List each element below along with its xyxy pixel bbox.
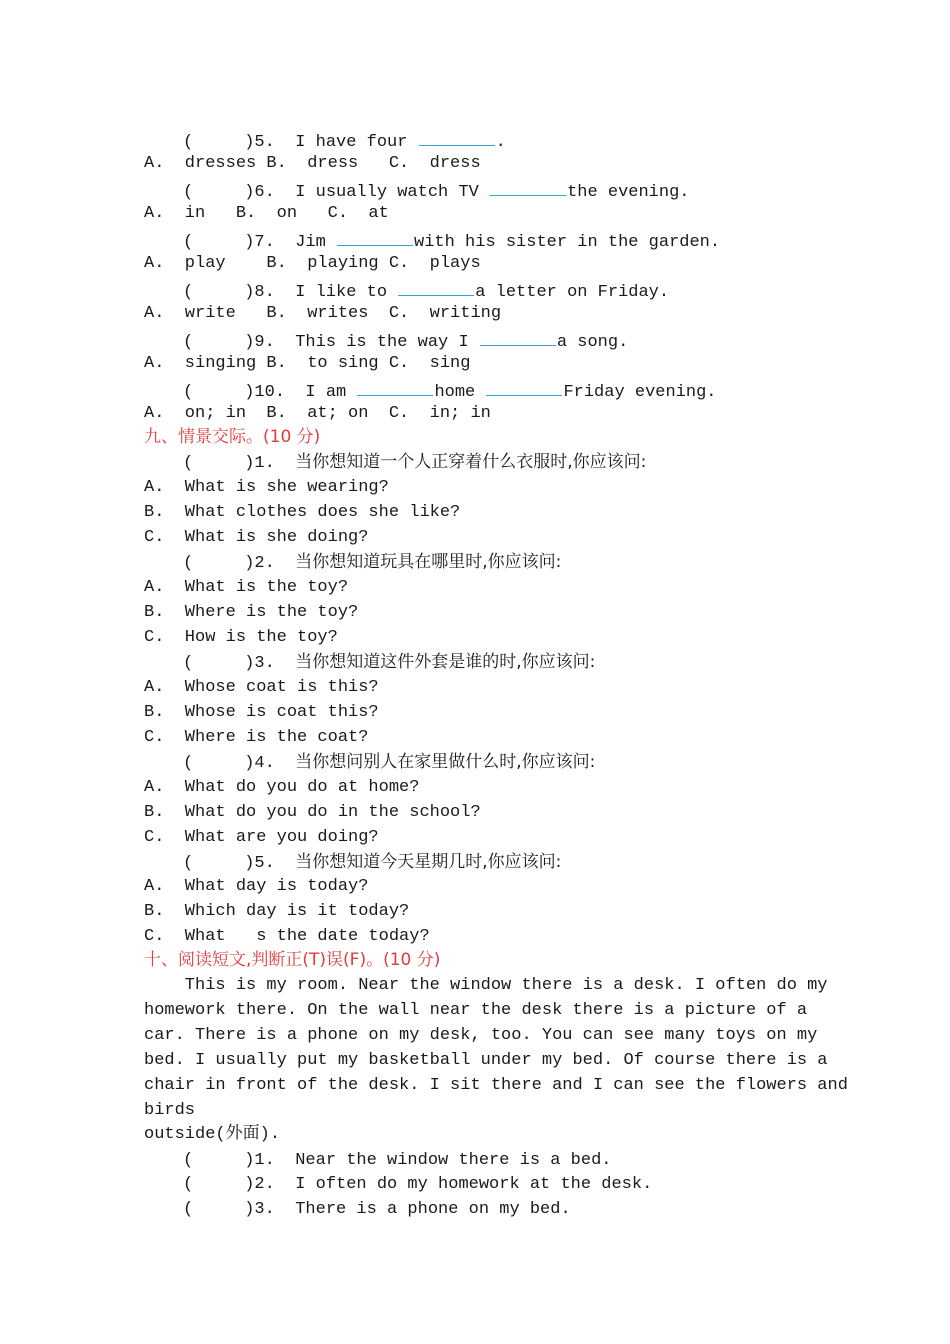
s9-q5-option-a: A. What day is today? — [144, 877, 369, 896]
passage-line: outside(外面). — [144, 1125, 281, 1144]
question-text: home — [434, 383, 486, 402]
s9-q5-option-b: B. Which day is it today? — [144, 902, 410, 921]
question-10 — [183, 379, 716, 403]
passage-line: car. There is a phone on my desk, too. You can see many toys on my — [144, 1026, 818, 1045]
section-9-title: 九、情景交际。(10 分) — [144, 427, 321, 447]
s9-question-2 — [183, 552, 561, 574]
s9-question-3 — [183, 652, 595, 674]
question-prompt: 当你想知道玩具在哪里时,你应该问: — [295, 552, 562, 572]
question-text: a letter on Friday. — [475, 283, 670, 302]
answer-blank[interactable] — [480, 329, 556, 346]
options-8: A. write B. writes C. writing — [144, 304, 502, 323]
question-text: a song. — [556, 333, 629, 352]
s9-q1-option-b: B. What clothes does she like? — [144, 503, 461, 522]
passage-line: This is my room. Near the window there is a desk. I often do my — [144, 976, 828, 995]
s9-q3-option-a: A. Whose coat is this? — [144, 678, 379, 697]
options-9: A. singing B. to sing C. sing — [144, 354, 471, 373]
question-text: ( )5. I have four — [183, 133, 418, 152]
passage-line: homework there. On the wall near the desk there is a picture of a — [144, 1001, 808, 1020]
s9-question-5 — [183, 852, 561, 874]
question-prompt: 当你想问别人在家里做什么时,你应该问: — [295, 752, 596, 772]
question-text: the evening. — [567, 183, 690, 202]
options-5: A. dresses B. dress C. dress — [144, 154, 481, 173]
question-9 — [183, 329, 628, 353]
s9-q3-option-c: C. Where is the coat? — [144, 728, 369, 747]
answer-blank[interactable] — [490, 179, 566, 196]
question-text: ( )9. This is the way I — [183, 333, 479, 352]
s9-q1-option-c: C. What is she doing? — [144, 528, 369, 547]
question-number: ( )1. — [183, 454, 296, 473]
s9-q1-option-a: A. What is she wearing? — [144, 478, 389, 497]
tf-statement-2: ( )2. I often do my homework at the desk. — [183, 1175, 653, 1194]
s9-q4-option-a: A. What do you do at home? — [144, 778, 420, 797]
question-6 — [183, 179, 689, 203]
s9-q2-option-a: A. What is the toy? — [144, 578, 349, 597]
s9-q2-option-b: B. Where is the toy? — [144, 603, 359, 622]
options-10: A. on; in B. at; on C. in; in — [144, 404, 491, 423]
section-10-title: 十、阅读短文,判断正(T)误(F)。(10 分) — [144, 950, 441, 970]
question-text: . — [495, 133, 506, 152]
answer-blank[interactable] — [398, 279, 474, 296]
question-5 — [183, 129, 506, 153]
question-text: with his sister in the garden. — [414, 233, 721, 252]
question-text: ( )7. Jim — [183, 233, 337, 252]
question-text: Friday evening. — [563, 383, 717, 402]
question-number: ( )3. — [183, 654, 296, 673]
answer-blank[interactable] — [419, 129, 495, 146]
question-prompt: 当你想知道这件外套是谁的时,你应该问: — [295, 652, 596, 672]
question-text: ( )6. I usually watch TV — [183, 183, 490, 202]
answer-blank[interactable] — [486, 379, 562, 396]
s9-question-1 — [183, 452, 646, 474]
question-text: ( )10. I am — [183, 383, 357, 402]
question-prompt: 当你想知道今天星期几时,你应该问: — [295, 852, 562, 872]
s9-q3-option-b: B. Whose is coat this? — [144, 703, 379, 722]
question-prompt: 当你想知道一个人正穿着什么衣服时,你应该问: — [295, 452, 647, 472]
s9-q2-option-c: C. How is the toy? — [144, 628, 338, 647]
s9-question-4 — [183, 752, 595, 774]
passage-line: birds — [144, 1101, 196, 1120]
passage-line: bed. I usually put my basketball under my bed. Of course there is a — [144, 1051, 828, 1070]
passage-line: chair in front of the desk. I sit there and I can see the flowers and — [144, 1076, 848, 1095]
question-number: ( )5. — [183, 854, 296, 873]
s9-q4-option-b: B. What do you do in the school? — [144, 803, 481, 822]
options-6: A. in B. on C. at — [144, 204, 389, 223]
s9-q4-option-c: C. What are you doing? — [144, 828, 379, 847]
tf-statement-3: ( )3. There is a phone on my bed. — [183, 1200, 571, 1219]
answer-blank[interactable] — [357, 379, 433, 396]
question-number: ( )4. — [183, 754, 296, 773]
s9-q5-option-c: C. What s the date today? — [144, 927, 430, 946]
question-8 — [183, 279, 669, 303]
answer-blank[interactable] — [337, 229, 413, 246]
tf-statement-1: ( )1. Near the window there is a bed. — [183, 1151, 612, 1170]
question-text: ( )8. I like to — [183, 283, 398, 302]
question-7 — [183, 229, 720, 253]
question-number: ( )2. — [183, 554, 296, 573]
options-7: A. play B. playing C. plays — [144, 254, 481, 273]
